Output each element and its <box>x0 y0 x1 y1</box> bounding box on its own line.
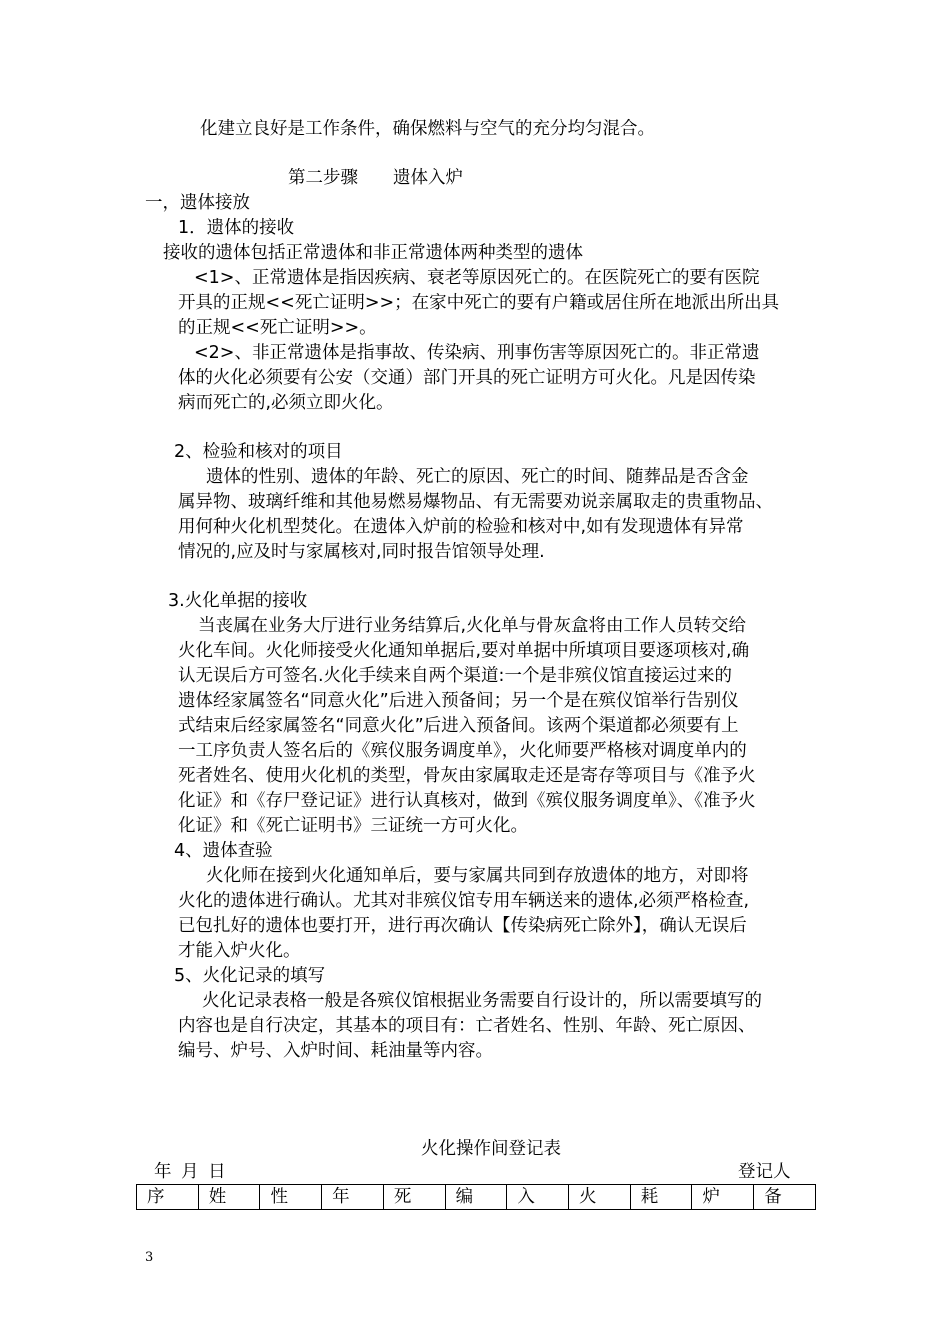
register-date-label: 年 月 日 <box>154 1162 226 1182</box>
table-header-cell: 性 <box>260 1185 322 1210</box>
text-line: 遗体的性别、遗体的年龄、死亡的原因、死亡的时间、随葬品是否含金 <box>206 467 749 487</box>
text-line: 火化师在接到火化通知单后，要与家属共同到存放遗体的地方，对即将 <box>206 866 749 886</box>
table-header-cell: 年 <box>322 1185 384 1210</box>
text-line: <1>、正常遗体是指因疾病、衰老等原因死亡的。在医院死亡的要有医院 <box>194 268 760 288</box>
text-line: 认无误后方可签名.火化手续来自两个渠道:一个是非殡仪馆直接运过来的 <box>178 666 732 686</box>
registrar-label: 登记人 <box>738 1162 791 1182</box>
text-line: 编号、炉号、入炉时间、耗油量等内容。 <box>178 1041 493 1061</box>
item-heading: 3.火化单据的接收 <box>168 591 308 611</box>
text-line: 情况的,应及时与家属核对,同时报告馆领导处理. <box>178 542 545 562</box>
text-line: 才能入炉火化。 <box>178 941 301 961</box>
text-line: 病而死亡的,必须立即火化。 <box>178 393 394 413</box>
register-title: 火化操作间登记表 <box>421 1139 561 1159</box>
text-line: 接收的遗体包括正常遗体和非正常遗体两种类型的遗体 <box>163 243 583 263</box>
text-line: 火化记录表格一般是各殡仪馆根据业务需要自行设计的，所以需要填写的 <box>202 991 762 1011</box>
text-line: 死者姓名、使用火化机的类型，骨灰由家属取走还是寄存等项目与《准予火 <box>178 766 756 786</box>
text-line: 化证》和《死亡证明书》三证统一方可火化。 <box>178 816 528 836</box>
subsection-heading: 一，遗体接放 <box>145 193 250 213</box>
table-header-cell: 死 <box>383 1185 445 1210</box>
text-line: 遗体经家属签名“同意火化”后进入预备间；另一个是在殡仪馆举行告别仪 <box>178 691 739 711</box>
text-line: 属异物、玻璃纤维和其他易燃易爆物品、有无需要劝说亲属取走的贵重物品、 <box>178 492 773 512</box>
text-line: 火化的遗体进行确认。尤其对非殡仪馆专用车辆送来的遗体,必须严格检查, <box>178 891 750 911</box>
item-heading: 1．遗体的接收 <box>178 218 295 238</box>
table-header-cell: 备 <box>754 1185 816 1210</box>
page-number: 3 <box>145 1250 154 1265</box>
text-line: 化建立良好是工作条件，确保燃料与空气的充分均匀混合。 <box>200 119 655 139</box>
text-line: 式结束后经家属签名“同意火化”后进入预备间。该两个渠道都必须要有上 <box>178 716 739 736</box>
text-line: 一工序负责人签名后的《殡仪服务调度单》，火化师要严格核对调度单内的 <box>178 741 747 761</box>
table-header-cell: 炉 <box>692 1185 754 1210</box>
table-header-cell: 姓 <box>198 1185 260 1210</box>
text-line: 的正规<<死亡证明>>。 <box>178 318 377 338</box>
item-heading: 5、火化记录的填写 <box>174 966 326 986</box>
text-line: 内容也是自行决定，其基本的项目有：亡者姓名、性别、年龄、死亡原因、 <box>178 1016 756 1036</box>
table-header-cell: 序 <box>137 1185 199 1210</box>
text-line: 当丧属在业务大厅进行业务结算后,火化单与骨灰盒将由工作人员转交给 <box>198 616 747 636</box>
table-header-row <box>137 1185 816 1210</box>
text-line: 体的火化必须要有公安（交通）部门开具的死亡证明方可火化。凡是因传染 <box>178 368 756 388</box>
table-header-cell: 入 <box>507 1185 569 1210</box>
table-header-cell: 编 <box>445 1185 507 1210</box>
text-line: 化证》和《存尸登记证》进行认真核对，做到《殡仪服务调度单》、《准予火 <box>178 791 756 811</box>
table-header-cell: 火 <box>569 1185 631 1210</box>
item-heading: 4、遗体查验 <box>174 841 273 861</box>
text-line: <2>、非正常遗体是指事故、传染病、刑事伤害等原因死亡的。非正常遗 <box>194 343 760 363</box>
table-header-cell: 耗 <box>630 1185 692 1210</box>
section-heading: 第二步骤 遗体入炉 <box>288 168 463 188</box>
register-table <box>136 1184 816 1210</box>
text-line: 用何种火化机型焚化。在遗体入炉前的检验和核对中,如有发现遗体有异常 <box>178 517 744 537</box>
text-line: 开具的正规<<死亡证明>>；在家中死亡的要有户籍或居住所在地派出所出具 <box>178 293 780 313</box>
item-heading: 2、检验和核对的项目 <box>174 442 343 462</box>
text-line: 火化车间。火化师接受火化通知单据后,要对单据中所填项目要逐项核对,确 <box>178 641 750 661</box>
text-line: 已包扎好的遗体也要打开，进行再次确认【传染病死亡除外】，确认无误后 <box>178 916 747 936</box>
